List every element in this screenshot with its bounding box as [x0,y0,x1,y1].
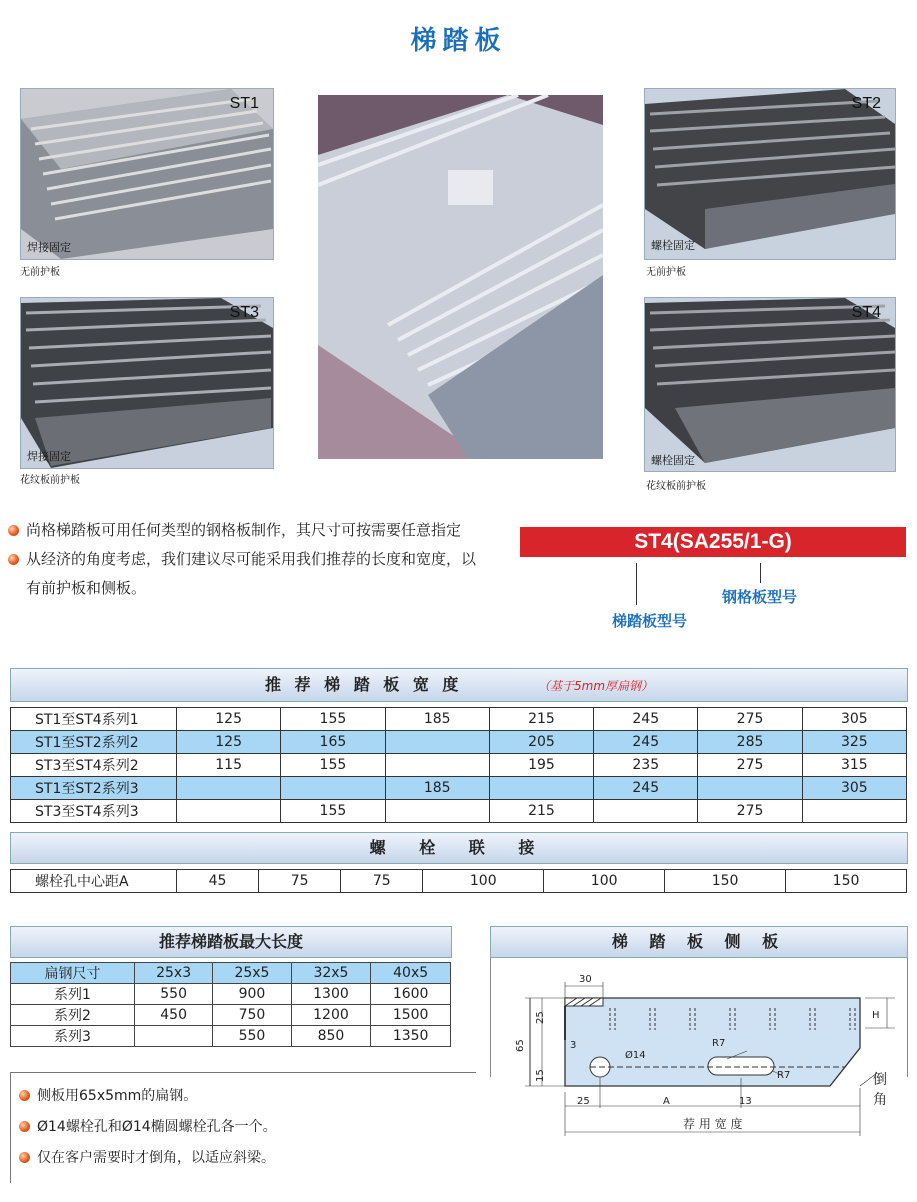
width-table-row [11,708,907,731]
grating-image [21,89,273,259]
length-header-cell: 25x3 [134,963,212,984]
chamfer-label: 倒角 [873,1072,887,1108]
width-cell: 305 [802,708,906,731]
bullet-icon [19,1121,30,1132]
width-cell: 305 [802,777,906,800]
side-plate-drawing [515,968,907,1140]
dim-r7-top: R7 [712,1038,726,1049]
width-table-row [11,731,907,754]
width-cell: 275 [698,800,802,823]
width-cell: 245 [594,777,698,800]
length-cell: 1500 [371,1005,451,1026]
width-cell: 205 [489,731,593,754]
bolt-table-row [11,870,907,893]
length-header-cell: 扁钢尺寸 [11,963,135,984]
width-table-note: （基于5mm厚扁钢） [538,679,654,693]
width-cell: 215 [489,800,593,823]
intro-bullets [8,516,478,603]
st3-label: ST3 [229,304,259,321]
bolt-cell: 100 [544,870,665,893]
grating-image [645,89,895,259]
length-cell: 750 [213,1005,291,1026]
side-plate-title: 梯 踏 板 侧 板 [611,932,787,951]
bolt-cell: 75 [259,870,341,893]
length-header-cell: 32x5 [291,963,371,984]
width-cell: 235 [594,754,698,777]
width-cell: 195 [489,754,593,777]
dim-65: 65 [515,1039,526,1052]
length-table-row [11,1005,451,1026]
photo-st3 [20,297,274,469]
photo-stair-installation [318,95,603,459]
bolt-row-name: 螺栓孔中心距A [11,870,177,893]
width-cell [385,754,489,777]
dim-30: 30 [579,974,592,985]
width-cell [385,800,489,823]
width-table-row [11,800,907,823]
length-cell: 1350 [371,1026,451,1047]
length-cell: 1200 [291,1005,371,1026]
bolt-table-title: 螺 栓 联 接 [369,838,549,857]
st2-caption: 无前护板 [646,267,686,278]
dim-15: 15 [535,1069,546,1082]
width-cell [594,800,698,823]
st1-label: ST1 [229,95,259,112]
photo-st2 [644,88,896,260]
series-name: ST1至ST2系列3 [11,777,177,800]
length-cell: 系列3 [11,1026,135,1047]
width-cell: 165 [281,731,385,754]
note-item: Ø14螺栓孔和Ø14椭圆螺栓孔各一个。 [11,1112,476,1143]
width-table [10,707,907,823]
length-table-header-row [11,963,451,984]
dim-hole: Ø14 [625,1050,646,1061]
side-plate-header [490,926,908,958]
length-header-cell: 40x5 [371,963,451,984]
st4-label: ST4 [851,304,881,321]
note-item: 侧板用65x5mm的扁钢。 [11,1081,476,1112]
length-cell: 1300 [291,984,371,1005]
dim-h: H [872,1010,880,1021]
width-cell: 275 [698,708,802,731]
width-cell [802,800,906,823]
width-cell: 245 [594,708,698,731]
dim-a: A [663,1096,670,1107]
width-cell [385,731,489,754]
st4-caption: 花纹板前护板 [646,481,706,492]
model-pointer-line [636,563,637,605]
width-cell: 325 [802,731,906,754]
bolt-cell: 150 [786,870,907,893]
length-table-row [11,1026,451,1047]
length-table-title: 推荐梯踏板最大长度 [158,932,303,951]
bolt-cell: 45 [177,870,259,893]
width-cell [281,777,385,800]
width-cell: 215 [489,708,593,731]
st4-note: 螺栓固定 [651,454,695,467]
width-cell: 185 [385,777,489,800]
length-table [10,962,451,1047]
width-table-row [11,754,907,777]
length-cell: 550 [134,984,212,1005]
series-name: ST1至ST4系列1 [11,708,177,731]
width-cell: 115 [177,754,281,777]
st1-note: 焊接固定 [27,241,71,254]
width-cell: 315 [802,754,906,777]
series-name: ST1至ST2系列2 [11,731,177,754]
width-cell: 125 [177,708,281,731]
st2-label: ST2 [851,95,881,112]
dim-13: 13 [739,1096,752,1107]
length-cell: 系列2 [11,1005,135,1026]
dim-r7-bottom: R7 [777,1070,791,1081]
length-cell: 系列1 [11,984,135,1005]
width-cell: 155 [281,708,385,731]
model-code-bar: ST4(SA255/1-G) [520,527,906,557]
width-cell: 245 [594,731,698,754]
bullet-icon [8,525,19,536]
width-cell: 185 [385,708,489,731]
series-name: ST3至ST4系列2 [11,754,177,777]
bolt-table-header [10,832,908,864]
bolt-table [10,869,907,893]
width-cell: 125 [177,731,281,754]
width-cell: 155 [281,754,385,777]
notes-box [10,1072,476,1183]
stair-image [318,95,603,459]
dim-width-label: 荐 用 宽 度 [683,1117,743,1131]
bolt-cell: 150 [665,870,786,893]
bullet-item: 从经济的角度考虑，我们建议尽可能采用我们推荐的长度和宽度，以有前护板和侧板。 [8,545,478,603]
bullet-icon [19,1152,30,1163]
width-cell: 285 [698,731,802,754]
st3-caption: 花纹板前护板 [20,475,80,486]
bullet-item: 尚格梯踏板可用任何类型的钢格板制作，其尺寸可按需要任意指定 [8,516,478,545]
dim-25: 25 [535,1011,546,1024]
length-table-header [10,926,452,958]
model-pointer-line [760,563,761,583]
length-cell: 850 [291,1026,371,1047]
bullet-icon [8,554,19,565]
grating-image [21,298,273,468]
bolt-cell: 100 [423,870,544,893]
grating-model-label: 钢格板型号 [722,588,798,606]
width-cell [177,800,281,823]
width-cell [698,777,802,800]
width-table-row [11,777,907,800]
width-table-header [10,668,908,702]
st1-caption: 无前护板 [20,267,60,278]
bullet-icon [19,1090,30,1101]
dim-25-bottom: 25 [577,1096,590,1107]
photo-st1 [20,88,274,260]
width-cell: 275 [698,754,802,777]
width-cell [489,777,593,800]
tread-model-label: 梯踏板型号 [612,612,688,630]
st2-note: 螺栓固定 [651,239,695,252]
length-header-cell: 25x5 [213,963,291,984]
note-item: 仅在客户需要时才倒角，以适应斜梁。 [11,1143,476,1174]
page-title: 梯踏板 [410,26,507,56]
dim-3: 3 [570,1040,577,1051]
length-table-row [11,984,451,1005]
length-cell: 900 [213,984,291,1005]
bolt-cell: 75 [341,870,423,893]
photo-st4 [644,297,896,472]
series-name: ST3至ST4系列3 [11,800,177,823]
length-cell: 450 [134,1005,212,1026]
length-cell [134,1026,212,1047]
width-cell [177,777,281,800]
st3-note: 焊接固定 [27,450,71,463]
length-cell: 1600 [371,984,451,1005]
length-cell: 550 [213,1026,291,1047]
width-table-title: 推 荐 梯 踏 板 宽 度 [264,675,463,694]
width-cell: 155 [281,800,385,823]
grating-image [645,298,895,471]
